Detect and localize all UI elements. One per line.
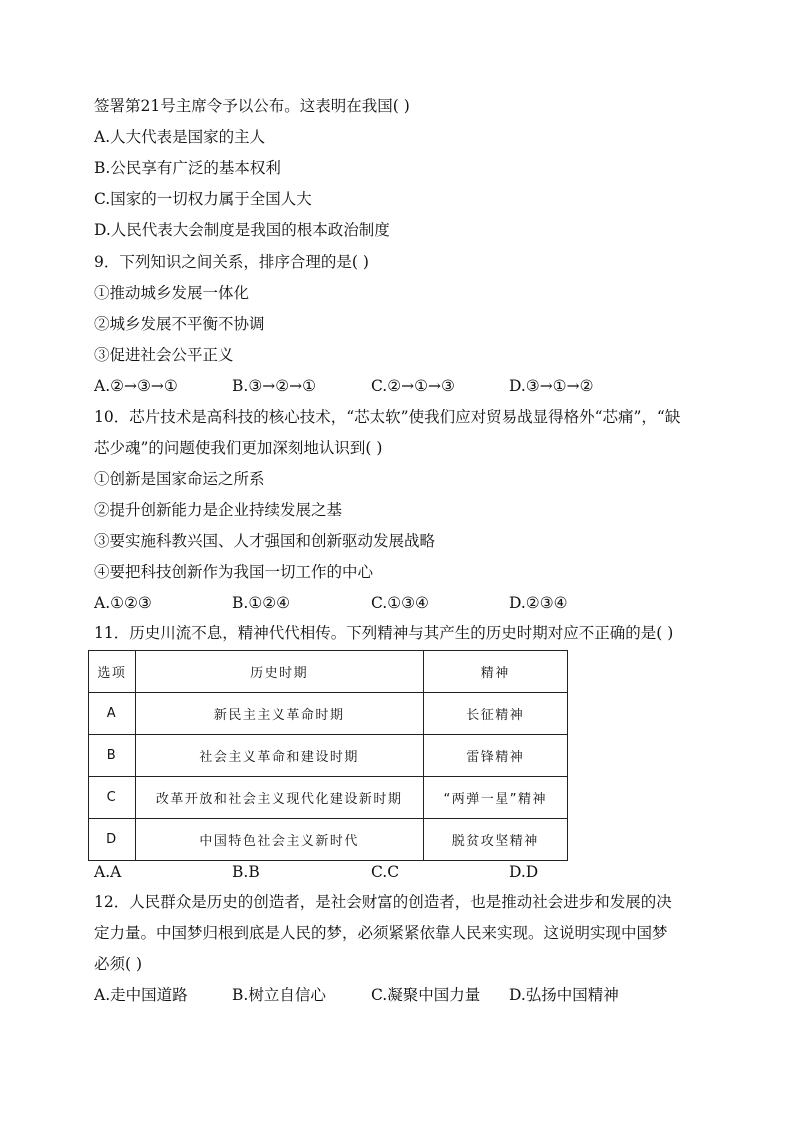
q11-option-d: D.D xyxy=(509,863,539,881)
table-cell-period: 改革开放和社会主义现代化建设新时期 xyxy=(135,777,423,819)
q8-stem: 签署第21号主席令予以公布。这表明在我国( ) xyxy=(94,97,410,115)
q10-item-4: ④要把科技创新作为我国一切工作的中心 xyxy=(94,563,374,581)
q9-item-1: ①推动城乡发展一体化 xyxy=(94,284,250,302)
q8-option-b: B.公民享有广泛的基本权利 xyxy=(94,159,281,177)
q11-option-a: A.A xyxy=(94,863,122,881)
table-row xyxy=(89,693,568,735)
q9-option-b: B.③→②→① xyxy=(232,377,316,395)
table-cell-period: 中国特色社会主义新时代 xyxy=(135,819,423,861)
table-row xyxy=(89,777,568,819)
table-cell-period: 新民主主义革命时期 xyxy=(135,693,423,735)
q8-option-a: A.人大代表是国家的主人 xyxy=(94,128,266,146)
q12-stem-line2: 定力量。中国梦归根到底是人民的梦，必须紧紧依靠人民来实现。这说明实现中国梦 xyxy=(94,924,668,942)
table-header-spirit: 精神 xyxy=(423,651,568,693)
q10-option-b: B.①②④ xyxy=(232,594,291,612)
q9-option-a: A.②→③→① xyxy=(94,377,178,395)
table-cell-spirit: 长征精神 xyxy=(423,693,568,735)
q10-option-a: A.①②③ xyxy=(94,594,152,612)
q9-stem: 9．下列知识之间关系，排序合理的是( ) xyxy=(94,253,369,271)
table-header-option: 选项 xyxy=(89,651,136,693)
q11-option-c: C.C xyxy=(371,863,400,881)
q8-option-d: D.人民代表大会制度是我国的根本政治制度 xyxy=(94,221,390,239)
q9-item-3: ③促进社会公平正义 xyxy=(94,346,234,364)
table-cell-spirit: “两弹一星”精神 xyxy=(423,777,568,819)
table-cell-spirit: 脱贫攻坚精神 xyxy=(423,819,568,861)
history-spirit-table xyxy=(88,650,568,861)
table-row xyxy=(89,735,568,777)
q11-option-b: B.B xyxy=(232,863,260,881)
q10-option-d: D.②③④ xyxy=(509,594,568,612)
table-header-row xyxy=(89,651,568,693)
table-cell-option: D xyxy=(89,819,136,861)
q12-option-b: B.树立自信心 xyxy=(232,986,326,1004)
q11-stem: 11．历史川流不息，精神代代相传。下列精神与其产生的历史时期对应不正确的是( ) xyxy=(94,624,674,642)
table-cell-period: 社会主义革命和建设时期 xyxy=(135,735,423,777)
table-cell-option: C xyxy=(89,777,136,819)
q10-stem-line1: 10．芯片技术是高科技的核心技术，“芯太软”使我们应对贸易战显得格外“芯痛”，“缺 xyxy=(94,408,681,426)
q9-item-2: ②城乡发展不平衡不协调 xyxy=(94,315,265,333)
q8-option-c: C.国家的一切权力属于全国人大 xyxy=(94,190,312,208)
q9-option-c: C.②→①→③ xyxy=(371,377,455,395)
q10-stem-line2: 芯少魂”的问题使我们更加深刻地认识到( ) xyxy=(94,439,383,457)
q12-option-c: C.凝聚中国力量 xyxy=(371,986,481,1004)
q10-item-3: ③要实施科教兴国、人才强国和创新驱动发展战略 xyxy=(94,532,436,550)
table-cell-spirit: 雷锋精神 xyxy=(423,735,568,777)
q9-option-d: D.③→①→② xyxy=(509,377,594,395)
q10-item-1: ①创新是国家命运之所系 xyxy=(94,470,265,488)
table-row xyxy=(89,819,568,861)
q12-stem-line1: 12．人民群众是历史的创造者，是社会财富的创造者，也是推动社会进步和发展的决 xyxy=(94,893,672,911)
table-header-period: 历史时期 xyxy=(135,651,423,693)
q12-option-a: A.走中国道路 xyxy=(94,986,188,1004)
table-cell-option: B xyxy=(89,735,136,777)
table-cell-option: A xyxy=(89,693,136,735)
q10-item-2: ②提升创新能力是企业持续发展之基 xyxy=(94,501,343,519)
q12-stem-line3: 必须( ) xyxy=(94,955,143,973)
q10-option-c: C.①③④ xyxy=(371,594,429,612)
q12-option-d: D.弘扬中国精神 xyxy=(509,986,619,1004)
